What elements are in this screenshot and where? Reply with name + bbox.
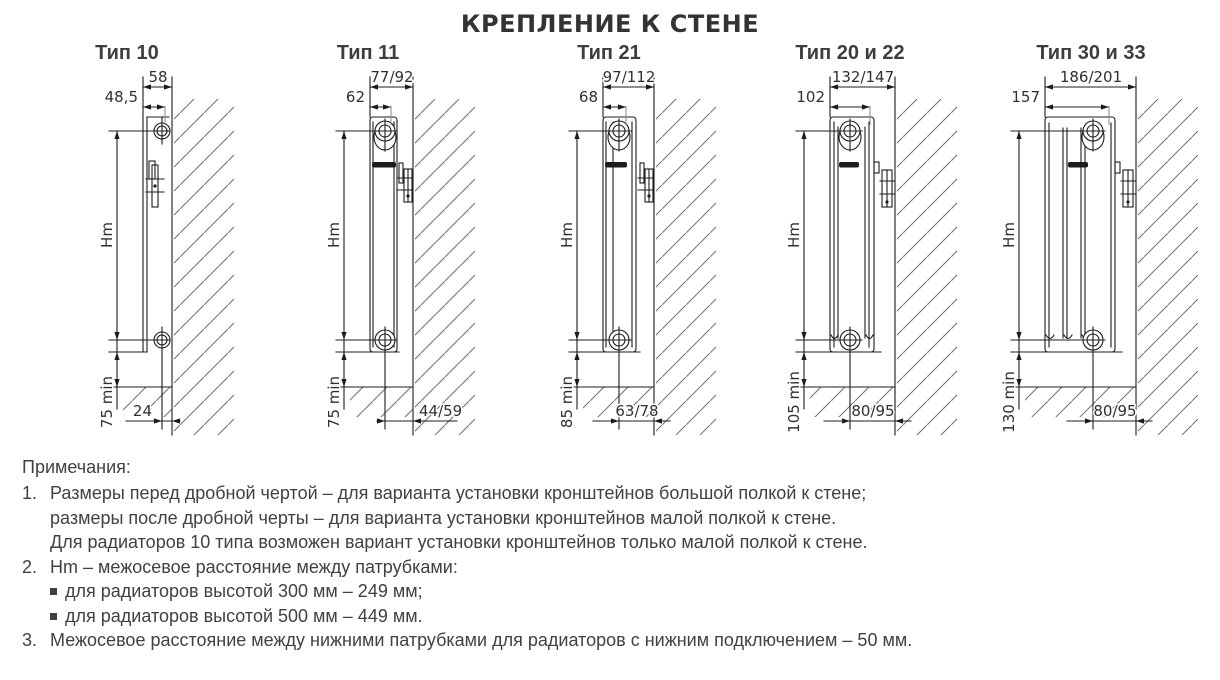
note-bullet xyxy=(50,604,1220,628)
note-item-2 xyxy=(22,555,1220,628)
dim-pipe-offset: 44/59 xyxy=(419,402,463,420)
note-item-1 xyxy=(22,481,1220,554)
diagram-title: Тип 21 xyxy=(577,42,641,64)
dim-axis-height: Hm xyxy=(98,222,116,248)
diagram-type-20-22 xyxy=(733,40,967,439)
radiator-drawing xyxy=(1009,77,1198,435)
radiator-diagram-svg xyxy=(735,65,965,439)
dim-bracket-depth: 157 xyxy=(1011,88,1040,106)
diagrams-row xyxy=(0,40,1220,439)
dim-pipe-offset: 63/78 xyxy=(615,402,659,420)
note-text: Межосевое расстояние между нижними патрубками для радиаторов с нижним подключением – 50 мм. xyxy=(50,630,913,651)
note-number: 1. xyxy=(22,483,38,504)
diagram-type-21 xyxy=(492,40,726,439)
square-bullet-icon xyxy=(50,613,57,620)
dim-total-depth: 97/112 xyxy=(602,68,656,86)
dim-total-depth: 132/147 xyxy=(831,68,895,86)
radiator-diagram-svg xyxy=(253,65,483,439)
dim-pipe-offset: 80/95 xyxy=(1093,402,1137,420)
dim-bracket-depth: 62 xyxy=(345,88,365,106)
note-item-3 xyxy=(22,628,1220,652)
note-text: для радиаторов высотой 500 мм – 449 мм. xyxy=(65,605,423,626)
note-text: Для радиаторов 10 типа возможен вариант установки кронштейнов только малой полкой к стене. xyxy=(50,532,868,553)
diagram-title: Тип 20 и 22 xyxy=(795,42,905,64)
note-text: для радиаторов высотой 300 мм – 249 мм; xyxy=(65,581,423,602)
dim-pipe-offset: 24 xyxy=(132,402,152,420)
radiator-diagram-svg xyxy=(976,65,1206,439)
dim-bracket-depth: 68 xyxy=(578,88,598,106)
dim-total-depth: 77/92 xyxy=(370,68,414,86)
radiator-diagram-svg xyxy=(494,65,724,439)
dim-floor-clearance: 75 min xyxy=(98,375,116,429)
notes-heading: Примечания: xyxy=(22,457,131,477)
dim-axis-height: Hm xyxy=(1000,222,1018,248)
note-text: Размеры перед дробной чертой – для варианта установки кронштейнов большой полкой к стене; xyxy=(50,483,867,504)
radiator-drawing xyxy=(794,77,957,435)
diagram-title: Тип 10 xyxy=(95,42,159,64)
dim-floor-clearance: 130 min xyxy=(1000,371,1018,433)
diagram-type-11 xyxy=(251,40,485,439)
dim-axis-height: Hm xyxy=(325,222,343,248)
dim-total-depth: 58 xyxy=(148,68,168,86)
diagram-type-10 xyxy=(10,40,244,439)
radiator-diagram-svg xyxy=(12,65,242,439)
diagram-title: Тип 30 и 33 xyxy=(1036,42,1146,64)
radiator-drawing xyxy=(334,77,475,435)
radiator-drawing xyxy=(104,77,234,435)
dim-floor-clearance: 85 min xyxy=(558,375,576,429)
square-bullet-icon xyxy=(50,588,57,595)
note-number: 3. xyxy=(22,630,38,651)
dim-axis-height: Hm xyxy=(785,222,803,248)
diagram-type-30-33 xyxy=(974,40,1208,439)
note-text: Hm – межосевое расстояние между патрубками: xyxy=(50,556,458,577)
dim-total-depth: 186/201 xyxy=(1059,68,1123,86)
dim-pipe-offset: 80/95 xyxy=(851,402,895,420)
notes-section xyxy=(22,455,1220,653)
dim-floor-clearance: 75 min xyxy=(325,375,343,429)
dim-bracket-depth: 48,5 xyxy=(104,88,138,106)
dim-floor-clearance: 105 min xyxy=(785,371,803,433)
page-title: КРЕПЛЕНИЕ К СТЕНЕ xyxy=(460,10,760,38)
note-number: 2. xyxy=(22,556,38,577)
note-text: размеры после дробной черты – для варианта установки кронштейнов малой полкой к стене. xyxy=(50,507,837,528)
dim-bracket-depth: 102 xyxy=(796,88,825,106)
dim-axis-height: Hm xyxy=(558,222,576,248)
note-bullet xyxy=(50,579,1220,603)
radiator-drawing xyxy=(567,77,716,435)
diagram-title: Тип 11 xyxy=(336,42,400,64)
